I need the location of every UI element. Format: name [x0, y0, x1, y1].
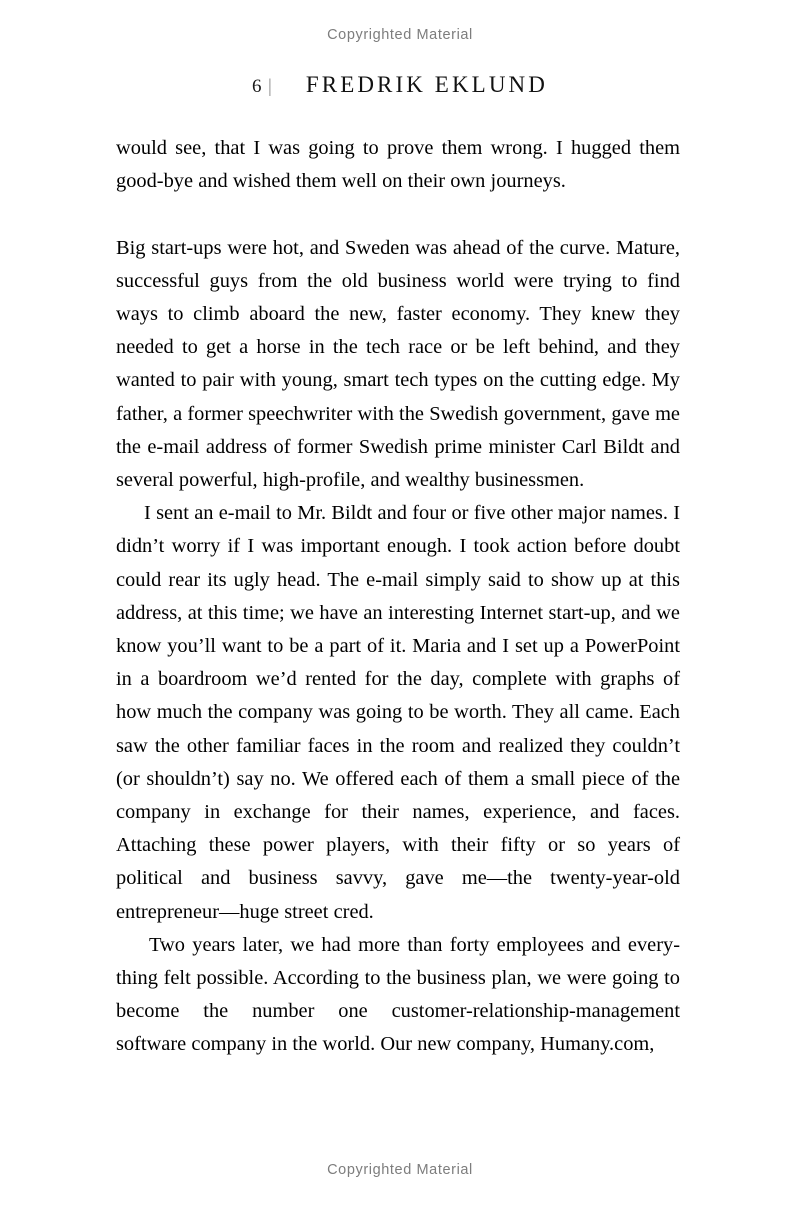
copyright-watermark-bottom: Copyrighted Material — [327, 1162, 473, 1178]
paragraph: would see, that I was going to prove them wrong. I hugged them good-bye and wished them well on their own journeys. — [116, 137, 680, 193]
running-head — [0, 73, 800, 96]
running-head-separator: | — [268, 76, 272, 97]
paragraph: Big start-ups were hot, and Sweden was ahead of the curve. Mature, successful guys from the old business world were trying to find ways to climb aboard the new, faster economy. They knew they needed to get a horse in the tech race or be left behind, and they wanted to pair with young, smart tech types on the cutting edge. My father, a former speechwriter with the Swedish government, gave me the e-mail address of former Swedish prime minister Carl Bildt and several powerful, high-profile, and wealthy businessmen. — [116, 236, 680, 492]
page-number: 6 — [252, 76, 263, 97]
paragraph: Two years later, we had more than forty employees and everything felt possible. According to the business plan, we were going to become the number one customer-relationship-management software company in the world. Our new company, Humany.com, — [116, 933, 680, 1056]
paragraph: I sent an e-mail to Mr. Bildt and four or five other major names. I didn’t worry if I was important enough. I took action before doubt could rear its ugly head. The e-mail simply said to show up at this address, at this time; we have an interesting Internet start-up, and we know you’ll want to be a part of it. Maria and I set up a PowerPoint in a boardroom we’d rented for the day, complete with graphs of how much the company was going to be worth. They all came. Each saw the other familiar faces in the room and realized they couldn’t (or shouldn’t) say no. We offered each of them a small piece of the company in exchange for their names, experience, and faces. Attaching these power players, with their fifty or so years of political and business savvy, gave me—the twenty-year-old entrepreneur—huge street cred. — [116, 502, 680, 923]
copyright-watermark-top: Copyrighted Material — [327, 27, 473, 43]
author-name: FREDRIK EKLUND — [305, 72, 548, 97]
body-text-block — [116, 132, 680, 1062]
